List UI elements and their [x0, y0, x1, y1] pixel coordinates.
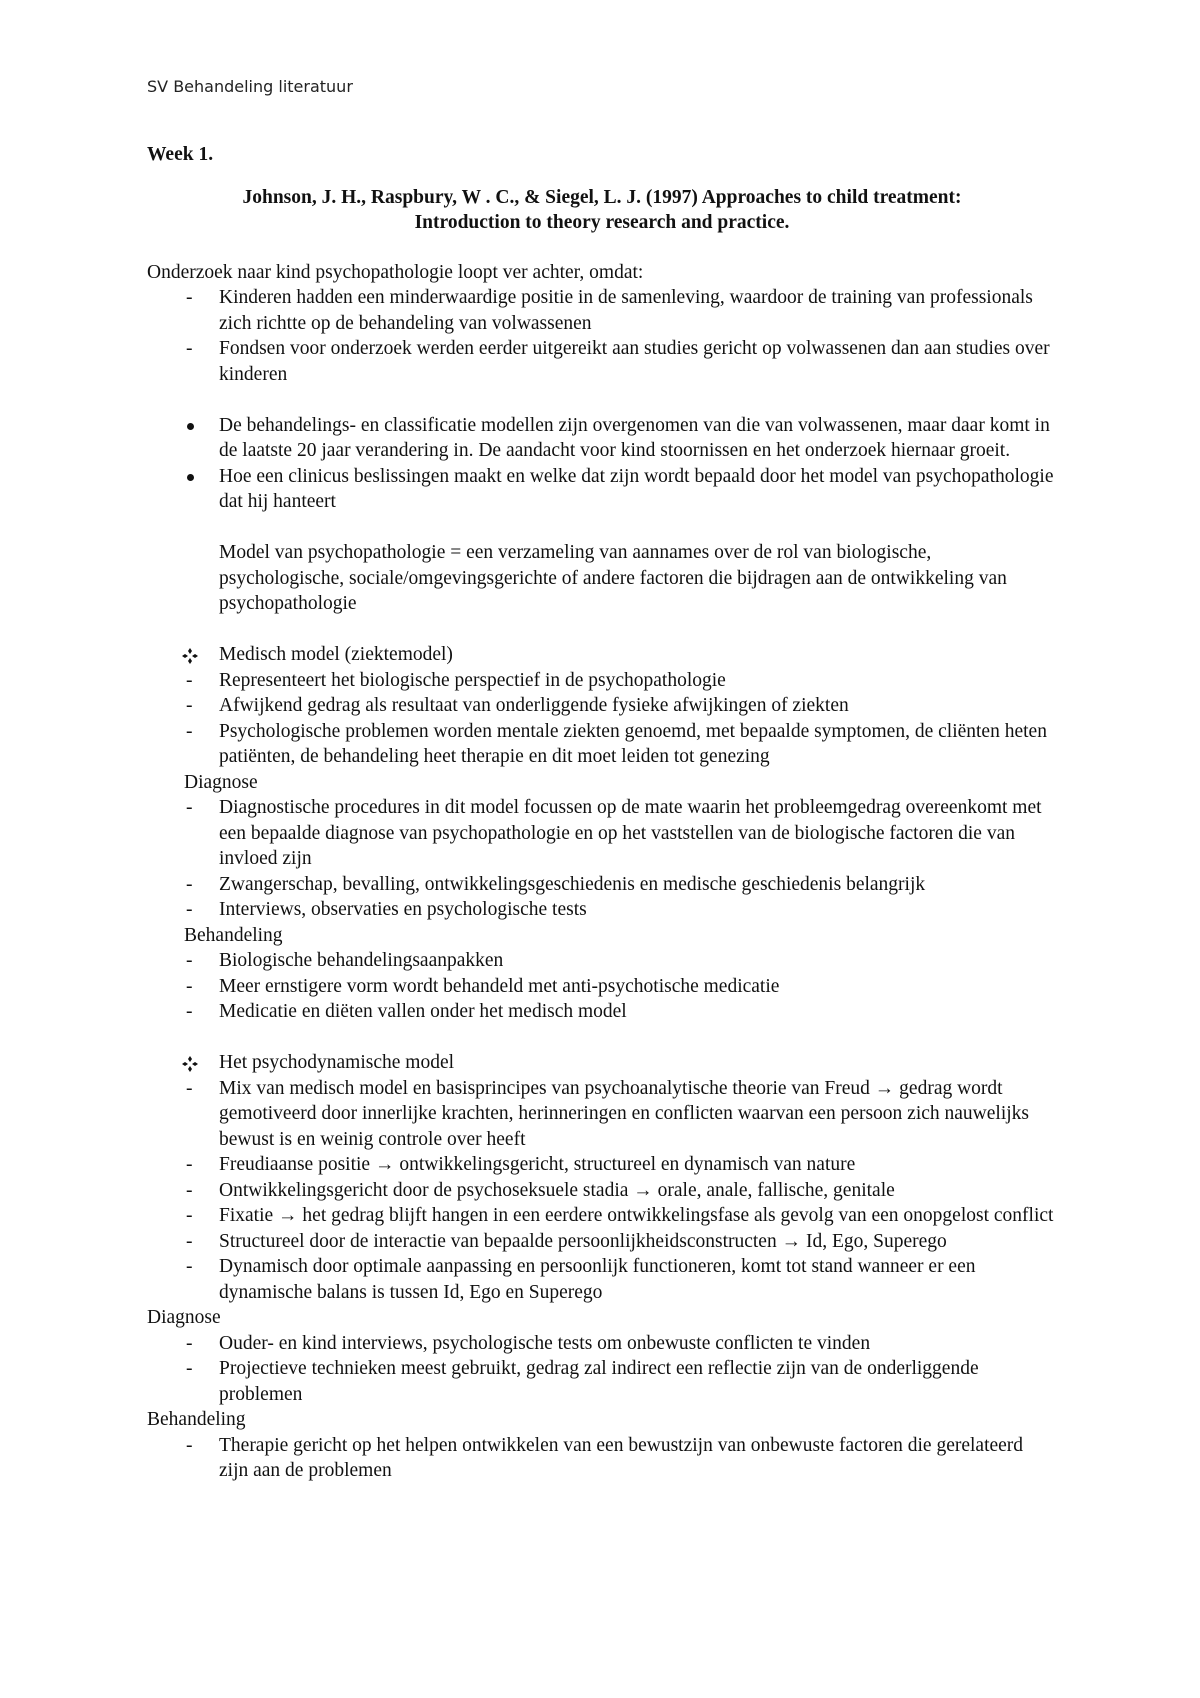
- dash-marker: -: [186, 1205, 193, 1226]
- dash-marker: -: [186, 1077, 193, 1099]
- section-heading-medisch: [147, 642, 1057, 668]
- subsection-label-diagnose: Diagnose: [184, 771, 258, 793]
- list-item-text: Projectieve technieken meest gebruikt, gedrag zal indirect een reflectie zijn van de onderliggende problemen: [219, 1358, 979, 1405]
- list-item-text: Freudiaanse positie → ontwikkelingsgericht, structureel en dynamisch van nature: [219, 1154, 856, 1175]
- reference-title-line-2: Introduction to theory research and practice.: [414, 211, 790, 233]
- list-item-text: Kinderen hadden een minderwaardige positie in de samenleving, waardoor de training van professionals zich richtte op de behandeling van volwassenen: [219, 287, 1033, 334]
- dash-marker: -: [186, 1332, 193, 1354]
- subsection-label-behandeling: Behandeling: [147, 1409, 246, 1430]
- list-item-text: Afwijkend gedrag als resultaat van onderliggende fysieke afwijkingen of ziekten: [219, 695, 849, 716]
- list-item: [147, 1229, 1057, 1255]
- dash-marker: -: [186, 950, 193, 971]
- list-item: [147, 1254, 1057, 1305]
- list-item-text: Therapie gericht op het helpen ontwikkelen van een bewustzijn van onbewuste factoren die gerelateerd zijn aan de problemen: [219, 1434, 1024, 1481]
- dash-marker: -: [186, 287, 193, 308]
- list-item: [147, 948, 1057, 974]
- spacer: [147, 1025, 1057, 1051]
- reference-title: [147, 185, 1057, 235]
- dash-marker: -: [186, 695, 193, 716]
- list-item-text: Zwangerschap, bevalling, ontwikkelingsgeschiedenis en medische geschiedenis belangrijk: [219, 873, 926, 895]
- list-item-text: Ouder- en kind interviews, psychologische tests om onbewuste conflicten te vinden: [219, 1332, 871, 1354]
- dash-marker: -: [186, 720, 193, 742]
- list-item-text: Medicatie en diëten vallen onder het medisch model: [219, 1001, 627, 1022]
- subsection-label-diagnose: Diagnose: [147, 1307, 221, 1328]
- spacer: [147, 617, 1057, 643]
- list-item: [147, 1433, 1057, 1484]
- bullet-item-text: Hoe een clinicus beslissingen maakt en welke dat zijn wordt bepaald door het model van psychopathologie dat hij hanteert: [219, 465, 1054, 512]
- list-item: [147, 1356, 1057, 1407]
- dash-marker: -: [186, 1154, 193, 1175]
- bullet-icon: [187, 474, 194, 481]
- list-item-text: Ontwikkelingsgericht door de psychoseksuele stadia → orale, anale, fallische, genitale: [219, 1179, 895, 1201]
- bullet-icon: [187, 423, 194, 430]
- document-body: [147, 142, 1057, 1484]
- dash-marker: -: [186, 1001, 193, 1022]
- dash-marker: -: [186, 873, 193, 895]
- week-heading: Week 1.: [147, 144, 214, 165]
- list-item-text: Structureel door de interactie van bepaalde persoonlijkheidsconstructen → Id, Ego, Superego: [219, 1230, 947, 1252]
- dash-marker: -: [186, 1230, 193, 1252]
- reference-title-line-1: Johnson, J. H., Raspbury, W . C., & Siegel, L. J. (1997) Approaches to child treatment:: [242, 186, 962, 208]
- list-item: [147, 336, 1057, 387]
- list-item-text: Dynamisch door optimale aanpassing en persoonlijk functioneren, komt tot stand wanneer er een dynamische balans is tussen Id, Ego en Superego: [219, 1256, 976, 1303]
- dash-marker: -: [186, 1434, 193, 1456]
- list-item: [147, 897, 1057, 923]
- subsection-label-behandeling: Behandeling: [184, 924, 283, 946]
- list-item-text: Diagnostische procedures in dit model focussen op de mate waarin het probleemgedrag overeenkomt met een bepaalde diagnose van psychopathologie en op het vaststellen van de biologische factoren die van invloed zijn: [219, 797, 1042, 869]
- list-item-text: Fixatie → het gedrag blijft hangen in een eerdere ontwikkelingsfase als gevolg van een onopgelost conflict: [219, 1205, 1054, 1226]
- list-item-text: Meer ernstigere vorm wordt behandeld met anti-psychotische medicatie: [219, 975, 780, 997]
- model-definition: Model van psychopathologie = een verzameling van aannames over de rol van biologische, psychologische, sociale/omgevingsgerichte of andere factoren die bijdragen aan de ontwikkeling van psychopathologie: [219, 542, 1007, 614]
- list-item: [147, 1178, 1057, 1204]
- bullet-item-text: De behandelings- en classificatie modellen zijn overgenomen van die van volwassenen, maar daar komt in de laatste 20 jaar verandering in. De aandacht voor kind stoornissen en het onderzoek hiernaar groeit.: [219, 414, 1050, 461]
- spacer: [147, 515, 1057, 541]
- intro-paragraph: Onderzoek naar kind psychopathologie loopt ver achter, omdat:: [147, 261, 644, 283]
- section-heading-text: Medisch model (ziektemodel): [219, 644, 453, 665]
- dash-marker: -: [186, 899, 193, 920]
- dash-marker: -: [186, 975, 193, 997]
- dash-marker: -: [186, 797, 193, 818]
- list-item-text: Interviews, observaties en psychologische tests: [219, 899, 587, 920]
- list-item: [147, 872, 1057, 898]
- section-heading-psychodynamisch: [147, 1050, 1057, 1076]
- list-item-text: Psychologische problemen worden mentale ziekten genoemd, met bepaalde symptomen, de cliënten heten patiënten, de behandeling heet therapie en dit moet leiden tot genezing: [219, 720, 1047, 767]
- four-diamond-bullet-icon: [182, 648, 198, 664]
- four-diamond-bullet-icon: [182, 1056, 198, 1072]
- list-item-text: Biologische behandelingsaanpakken: [219, 950, 504, 971]
- list-item: [147, 668, 1057, 694]
- bullet-item: [147, 464, 1057, 515]
- list-item: [147, 719, 1057, 770]
- list-item: [147, 1331, 1057, 1357]
- list-item: [147, 1152, 1057, 1178]
- dash-marker: -: [186, 669, 193, 691]
- list-item-text: Fondsen voor onderzoek werden eerder uitgereikt aan studies gericht op volwassenen dan aan studies over kinderen: [219, 338, 1050, 385]
- list-item: [147, 974, 1057, 1000]
- section-heading-text: Het psychodynamische model: [219, 1052, 455, 1073]
- dash-marker: -: [186, 1256, 193, 1277]
- list-item: [147, 693, 1057, 719]
- dash-marker: -: [186, 1179, 193, 1201]
- list-item: [147, 285, 1057, 336]
- list-item-text: Mix van medisch model en basisprincipes van psychoanalytische theorie van Freud → gedrag wordt gemotiveerd door innerlijke krachten, herinneringen en conflicten waarvan een persoon zich nauwelijks bewust is en weinig controle over heeft: [219, 1077, 1030, 1150]
- page-header: SV Behandeling literatuur: [147, 77, 353, 96]
- list-item: [147, 795, 1057, 872]
- list-item-text: Representeert het biologische perspectief in de psychopathologie: [219, 669, 726, 691]
- dash-marker: -: [186, 1358, 193, 1379]
- list-item: [147, 1076, 1057, 1153]
- dash-marker: -: [186, 338, 193, 359]
- list-item: [147, 1203, 1057, 1229]
- list-item: [147, 999, 1057, 1025]
- bullet-item: [147, 413, 1057, 464]
- spacer: [147, 387, 1057, 413]
